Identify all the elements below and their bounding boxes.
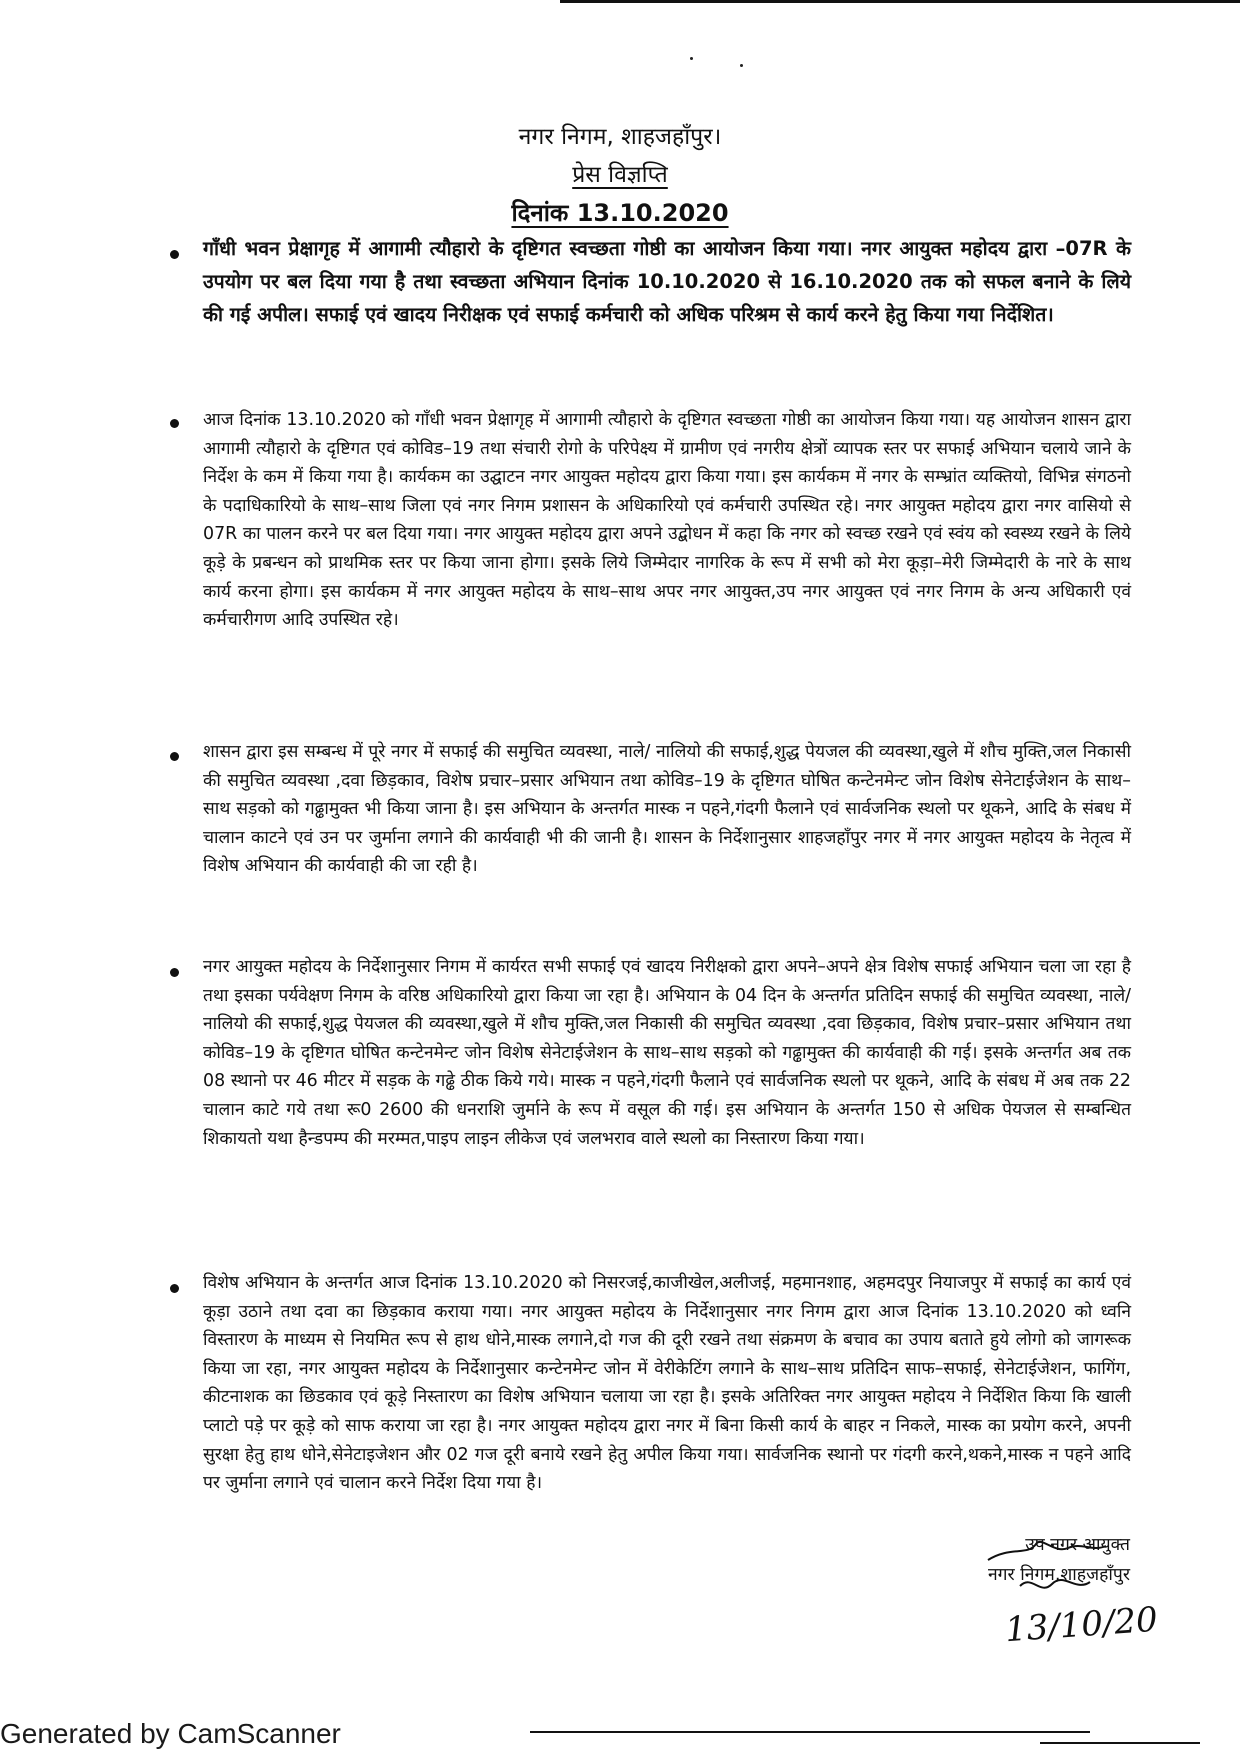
bullet-icon — [170, 968, 179, 977]
signature-date: 13/10/20 — [1003, 1599, 1159, 1651]
bullet-icon — [170, 752, 179, 761]
office-title: नगर निगम, शाहजहाँपुर। — [518, 124, 722, 150]
footer-rule — [530, 1731, 1090, 1733]
scanner-watermark: Generated by CamScanner — [0, 1718, 341, 1749]
signatory-designation: उप नगर आयुक्त — [1025, 1535, 1130, 1555]
scan-speck — [740, 64, 743, 67]
footer-rule — [1040, 1742, 1200, 1744]
body-paragraph: आज दिनांक 13.10.2020 को गाँधी भवन प्रेक्षागृह में आगामी त्यौहारो के दृष्टिगत स्वच्छता गोष्ठी का आयोजन किया गया। यह आयोजन शासन द्वारा आगामी त्यौहारो के दृष्टिगत एवं कोविड–19 तथा संचारी रोगो के परिपेक्ष्य में ग्रामीण एवं नगरीय क्षेत्रों व्यापक स्तर पर सफाई अभियान चलाये जाने के निर्देश के कम में किया गया है। कार्यकम का उद्घाटन नगर आयुक्त महोदय द्वारा किया गया। इस कार्यकम में नगर के सम्भ्रांत व्यक्तियो, विभिन्न संगठनो के पदाधिकारियो के साथ–साथ जिला एवं नगर निगम प्रशासन के अधिकारियो एवं कर्मचारी उपस्थित रहे। नगर आयुक्त महोदय द्वारा नगर वासियो से 07R का पालन करने पर बल दिया गया। नगर आयुक्त महोदय द्वारा अपने उद्बोधन में कहा कि नगर को स्वच्छ रखने एवं स्वंय को स्वस्थ्य रखने के लिये कूड़े के प्रबन्धन को प्राथमिक स्तर पर किया जाना होगा। इसके लिये जिम्मेदार नागरिक के रूप में सभी को मेरा कूड़ा–मेरी जिम्मेदारी के नारे के साथ कार्य करना होगा। इस कार्यकम में नगर आयुक्त महोदय के साथ–साथ अपर नगर आयुक्त,उप नगर आयुक्त एवं नगर निगम के अन्य अधिकारी एवं कर्मचारीगण आदि उपस्थित रहे। — [203, 410, 1131, 631]
body-paragraph: नगर आयुक्त महोदय के निर्देशानुसार निगम में कार्यरत सभी सफाई एवं खादय निरीक्षको द्वारा अपने–अपने क्षेत्र विशेष सफाई अभियान चला जा रहा है तथा इसका पर्यवेक्षण निगम के वरिष्ठ अधिकारियो द्वारा किया जा रहा है। अभियान के 04 दिन के अन्तर्गत प्रतिदिन सफाई की समुचित व्यवस्था, नाले/ नालियो की सफाई,शुद्ध पेयजल की व्यवस्था,खुले में शौच मुक्ति,जल निकासी की समुचित व्यवस्था ,दवा छिड़काव, विशेष प्रचार–प्रसार अभियान तथा कोविड–19 के दृष्टिगत घोषित कन्टेनमेन्ट जोन विशेष सेनेटाईजेशन के साथ–साथ सड़को को गढ्ढामुक्त की कार्यवाही की गई। इसके अन्तर्गत अब तक 08 स्थानो पर 46 मीटर में सड़क के गढ्ढे ठीक किये गये। मास्क न पहने,गंदगी फैलाने एवं सार्वजनिक स्थलो पर थूकने, आदि के संबध में अब तक 22 चालान काटे गये तथा रू0 2600 की धनराशि जुर्माने के रूप में वसूल की गई। इस अभियान के अन्तर्गत 150 से अधिक पेयजल से सम्बन्धित शिकायतो यथा हैन्डपम्प की मरम्मत,पाइप लाइन लीकेज एवं जलभराव वाले स्थलो का निस्तारण किया गया। — [203, 957, 1131, 1149]
bullet-icon — [170, 1284, 179, 1293]
lead-paragraph: गाँधी भवन प्रेक्षागृह में आगामी त्यौहारो के दृष्टिगत स्वच्छता गोष्ठी का आयोजन किया गया। नगर आयुक्त महोदय द्वारा –07R के उपयोग पर बल दिया गया है तथा स्वच्छता अभियान दिनांक 10.10.2020 से 16.10.2020 तक को सफल बनाने के लिये की गई अपील। सफाई एवं खादय निरीक्षक एवं सफाई कर्मचारी को अधिक परिश्रम से कार्य करने हेतु किया गया निर्देशित। — [203, 237, 1131, 326]
bullet-icon — [170, 250, 179, 259]
document-type: प्रेस विज्ञप्ति — [572, 162, 668, 188]
body-paragraph: विशेष अभियान के अन्तर्गत आज दिनांक 13.10.2020 को निसरजई,काजीखेल,अलीजई, महमानशाह, अहमदपुर नियाजपुर में सफाई का कार्य एवं कूड़ा उठाने तथा दवा का छिड़काव कराया गया। नगर आयुक्त महोदय के निर्देशानुसार नगर निगम द्वारा आज दिनांक 13.10.2020 को ध्वनि विस्तारण के माध्यम से नियमित रूप से हाथ धोने,मास्क लगाने,दो गज की दूरी रखने तथा संक्रमण के बचाव का उपाय बताते हुये लोगो को जागरूक किया जा रहा, नगर आयुक्त महोदय के निर्देशानुसार कन्टेनमेन्ट जोन में वेरीकेटिंग लगाने के साथ–साथ प्रतिदिन साफ–सफाई, सेनेटाईजेशन, फागिंग, कीटनाशक का छिडकाव एवं कूड़े निस्तारण का विशेष अभियान चलाया जा रहा है। इसके अतिरिक्त नगर आयुक्त महोदय ने निर्देशित किया कि खाली प्लाटो पड़े पर कूड़े को साफ कराया जा रहा है। नगर आयुक्त महोदय द्वारा नगर में बिना किसी कार्य के बाहर न निकले, मास्क का प्रयोग करने, अपनी सुरक्षा हेतु हाथ धोने,सेनेटाइजेशन और 02 गज दूरी बनाये रखने हेतु अपील किया गया। सार्वजनिक स्थानो पर गंदगी करने,थकने,मास्क न पहने आदि पर जुर्माना लगाने एवं चालान करने निर्देश दिया गया है। — [203, 1273, 1131, 1494]
document-header — [0, 118, 1240, 233]
scan-speck — [690, 57, 693, 60]
signatory-office: नगर निगम,शाहजहाँपुर — [987, 1565, 1130, 1585]
bullet-icon — [170, 419, 179, 428]
document-date: दिनांक 13.10.2020 — [511, 199, 729, 227]
body-paragraph: शासन द्वारा इस सम्बन्ध में पूरे नगर में सफाई की समुचित व्यवस्था, नाले/ नालियो की सफाई,शुद्ध पेयजल की व्यवस्था,खुले में शौच मुक्ति,जल निकासी की समुचित व्यवस्था ,दवा छिड़काव, विशेष प्रचार–प्रसार अभियान तथा कोविड–19 के दृष्टिगत घोषित कन्टेनमेन्ट जोन विशेष सेनेटाईजेशन के साथ–साथ सड़को को गढ्ढामुक्त भी किया जाना है। इस अभियान के अन्तर्गत मास्क न पहने,गंदगी फैलाने एवं सार्वजनिक स्थलो पर थूकने, आदि के संबध में चालान काटने एवं उन पर जुर्माना लगाने की कार्यवाही भी की जानी है। शासन के निर्देशानुसार शाहजहाँपुर नगर में नगर आयुक्त महोदय के नेतृत्व में विशेष अभियान की कार्यवाही की जा रही है। — [203, 742, 1131, 877]
scan-edge-line — [560, 0, 1240, 3]
